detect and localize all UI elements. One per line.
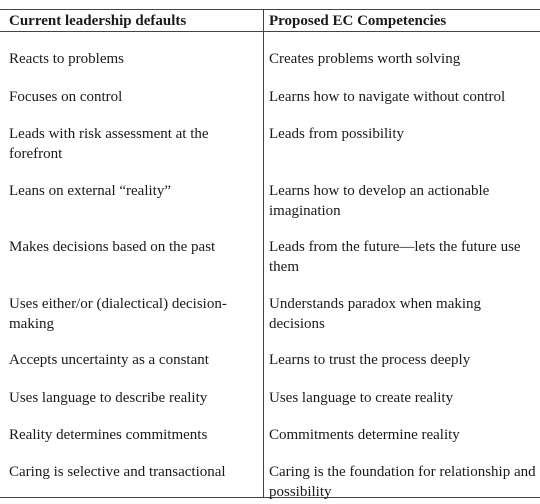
row-2-proposed: Learns how to navigate without control (269, 89, 506, 105)
row-7-proposed: Learns to trust the process deeply (269, 352, 471, 368)
row-9-proposed: Commitments determine reality (269, 427, 460, 443)
row-7-current: Accepts uncertainty as a constant (9, 352, 209, 368)
header-current-defaults: Current leadership defaults (9, 13, 187, 29)
row-4-current: Leans on external “reality” (9, 183, 171, 199)
row-4-proposed: Learns how to develop an actionable imagination (269, 183, 490, 219)
row-3-current: Leads with risk assessment at the forefront (9, 126, 209, 162)
column-divider (263, 9, 264, 498)
row-3-proposed: Leads from possibility (269, 126, 404, 142)
row-8-current: Uses language to describe reality (9, 390, 208, 406)
row-6-current: Uses either/or (dialectical) decision-making (9, 296, 227, 332)
row-5-proposed: Leads from the future—lets the future use them (269, 239, 521, 275)
row-1-current: Reacts to problems (9, 51, 124, 67)
row-6-proposed: Understands paradox when making decisions (269, 296, 482, 332)
header-proposed-competencies: Proposed EC Competencies (269, 13, 447, 29)
header-rule (0, 31, 540, 32)
table-top-rule (0, 9, 540, 10)
row-8-proposed: Uses language to create reality (269, 390, 454, 406)
row-2-current: Focuses on control (9, 89, 123, 105)
row-10-current: Caring is selective and transactional (9, 464, 226, 480)
row-9-current: Reality determines commitments (9, 427, 208, 443)
row-5-current: Makes decisions based on the past (9, 239, 216, 255)
row-1-proposed: Creates problems worth solving (269, 51, 461, 67)
row-10-proposed: Caring is the foundation for relationship and possibility (269, 464, 536, 500)
